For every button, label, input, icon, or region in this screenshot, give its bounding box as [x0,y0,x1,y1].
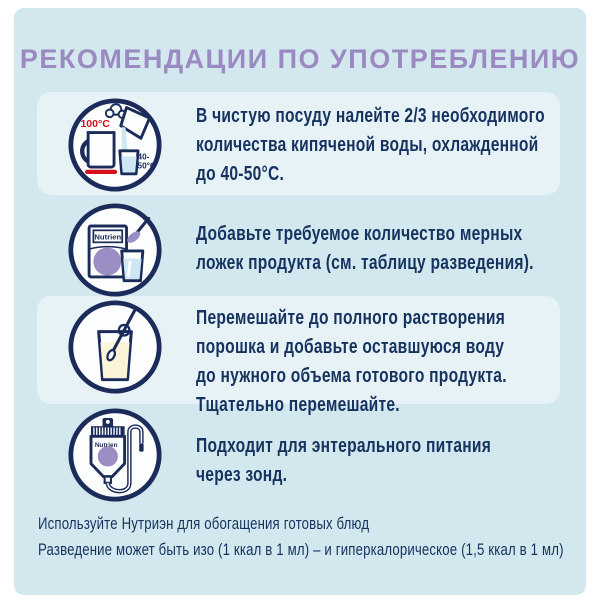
tube-connector [139,443,143,451]
pour-temp-label-1: 40- [137,152,150,162]
step-3-text [196,304,586,420]
glass-water [123,259,141,279]
step-text-line: Добавьте требуемое количество мерных [196,223,523,245]
bag-hanger-hole [106,420,110,424]
kettle-temp-label: 100°C [80,117,110,130]
step-1-text [196,102,586,189]
step-2-text [196,220,586,278]
footer-note [38,511,598,563]
kettle-pour-icon [67,97,163,193]
step-text-line: через зонд. [196,464,288,486]
stir-glass-icon [67,299,163,395]
glass-water [121,157,136,173]
step-text-line: В чистую посуду налейте 2/3 необходимого [196,105,545,127]
kettle-body [88,133,114,168]
step-text-line: Перемешайте до полного растворения [196,307,506,329]
box-brand-circle [93,248,121,276]
step-4-text [196,432,586,490]
step-text-line: до нужного объема готового продукта. [196,365,507,387]
step-text-line: порошка и добавьте оставшуюся воду [196,336,505,358]
step-text-line: до 40-50°С. [196,163,285,185]
step-text-line: Подходит для энтерального питания [196,435,492,457]
pour-temp-label-2: 50°C [137,161,156,171]
box-brand-label: Nutrien [94,232,122,242]
feeding-bag-icon [67,407,163,503]
steam-icon [106,109,114,117]
page-title: РЕКОМЕНДАЦИИ ПО УПОТРЕБЛЕНИЮ [19,44,581,74]
step-text-line: количества кипяченой воды, охлажденной [196,134,539,156]
step-text-line: ложек продукта (см. таблицу разведения). [196,252,534,274]
instruction-card [14,8,586,595]
footer-line-1: Используйте Нутриэн для обогащения готовых блюд [38,515,370,533]
bag-brand-label: Nutrien [94,441,118,449]
footer-line-2: Разведение может быть изо (1 ккал в 1 мл) – и гиперкалорическое (1,5 ккал в 1 мл) [38,541,564,559]
bag-brand-circle [98,446,118,466]
step-text-line: Тщательно перемешайте. [196,394,400,416]
bag-port [105,477,111,483]
scoop-box-icon [67,202,163,298]
